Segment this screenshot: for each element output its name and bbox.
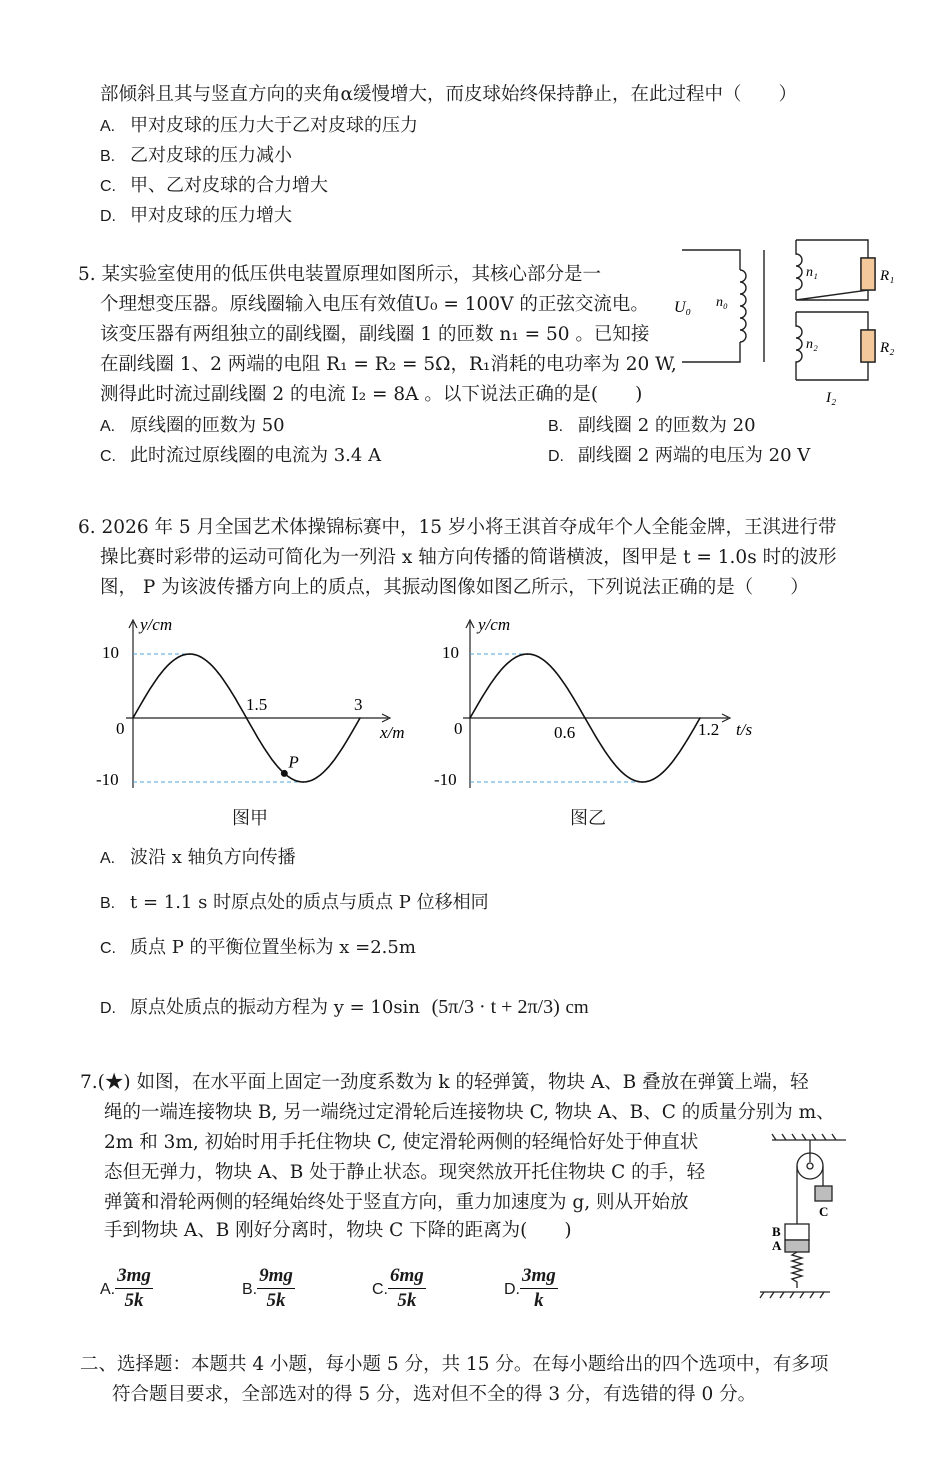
label-r2: R₂ xyxy=(880,340,895,356)
q7-line-2: 绳的一端连接物块 B, 另一端绕过定滑轮后连接物块 C, 物块 A、B、C 的质量分别为 m、 xyxy=(104,1102,835,1123)
q5-line-4: 在副线圈 1、2 两端的电阻 R₁ = R₂ = 5Ω，R₁消耗的电功率为 20 W, xyxy=(100,354,677,375)
q6-option-a[interactable]: A. 波沿 x 轴负方向传播 xyxy=(100,847,296,868)
q7-line-1: 7.(★) 如图，在水平面上固定一劲度系数为 k 的轻弹簧，物块 A、B 叠放在弹簧上端，轻 xyxy=(80,1072,809,1093)
y-tick-0: 0 xyxy=(116,719,125,738)
q5-option-d[interactable]: D. 副线圈 2 两端的电压为 20 V xyxy=(548,445,811,466)
label-a: A xyxy=(772,1238,782,1253)
data-point xyxy=(359,717,361,719)
axes xyxy=(463,620,730,788)
q4-option-b[interactable]: B. 乙对皮球的压力减小 xyxy=(100,145,292,166)
section2-line-2: 符合题目要求，全部选对的得 5 分，选对但不全的得 3 分，有选错的得 0 分。 xyxy=(112,1384,757,1405)
x-tick-1-5: 1.5 xyxy=(246,695,268,714)
section2-line-1: 二、选择题：本题共 4 小题，每小题 5 分，共 15 分。在每小题给出的四个选项中，有多项 xyxy=(80,1354,829,1375)
y-tick-10: 10 xyxy=(442,643,459,662)
data-point xyxy=(527,653,529,655)
ylabel: y/cm xyxy=(140,615,173,634)
data-point xyxy=(217,672,219,674)
q4-option-d[interactable]: D. 甲对皮球的压力增大 xyxy=(100,205,292,226)
label-r1: R₁ xyxy=(880,268,895,284)
q6-line-3: 图， P 为该波传播方向上的质点，其振动图像如图乙所示，下列说法正确的是（ ） xyxy=(100,577,809,598)
q5-line-3: 该变压器有两组独立的副线圈，副线圈 1 的匝数 n₁ = 50 。已知接 xyxy=(100,324,650,345)
q4-stem-tail: 部倾斜且其与竖直方向的夹角α缓慢增大，而皮球始终保持静止，在此过程中（ ） xyxy=(100,84,797,105)
data-point xyxy=(132,717,134,719)
label-i2: I₂ xyxy=(826,390,837,406)
label-n0: n₀ xyxy=(716,295,728,310)
equation-expr: (5π/3 · t + 2π/3) xyxy=(431,996,560,1018)
q6-option-b[interactable]: B. t = 1.1 s 时原点处的质点与质点 P 位移相同 xyxy=(100,892,489,913)
x-tick-0-6: 0.6 xyxy=(554,723,576,742)
data-point xyxy=(161,672,163,674)
xlabel: t/s xyxy=(736,720,753,739)
data-point xyxy=(274,762,276,764)
q5-line-5: 测得此时流过副线圈 2 的电流 I₂ = 8A 。以下说法正确的是( ) xyxy=(100,384,643,405)
q5-line-1: 5. 某实验室使用的低压供电装置原理如图所示，其核心部分是一 xyxy=(78,264,602,285)
q5-option-a[interactable]: A. 原线圈的匝数为 50 xyxy=(100,415,285,436)
label-n2: n₂ xyxy=(806,337,818,352)
y-tick-neg10: -10 xyxy=(96,770,119,789)
data-point xyxy=(189,653,191,655)
data-point xyxy=(613,762,615,764)
wave-graph-jia xyxy=(88,608,428,838)
label-u0: U₀ xyxy=(674,299,692,316)
q7-line-3: 2m 和 3m, 初始时用手托住物块 C, 使定滑轮两侧的轻绳恰好处于伸直状 xyxy=(104,1132,699,1153)
q6-option-c[interactable]: C. 质点 P 的平衡位置坐标为 x =2.5m xyxy=(100,937,416,958)
q7-option-c[interactable]: C. $\frac{6mg}{5k}$ xyxy=(372,1265,424,1311)
q5-option-c[interactable]: C. 此时流过原线圈的电流为 3.4 A xyxy=(100,445,382,466)
q5-option-b[interactable]: B. 副线圈 2 的匝数为 20 xyxy=(548,415,756,436)
x-tick-1-2: 1.2 xyxy=(698,720,720,739)
q4-option-a[interactable]: A. 甲对皮球的压力大于乙对皮球的压力 xyxy=(100,115,418,136)
data-point xyxy=(498,672,500,674)
q6-option-d[interactable]: D. 原点处质点的振动方程为 y = 10sin (5π/3 · t + 2π/3) cm xyxy=(100,996,589,1018)
label-b: B xyxy=(772,1224,781,1239)
data-point xyxy=(246,717,248,719)
data-point xyxy=(331,762,333,764)
data-point xyxy=(642,781,644,783)
q7-option-a[interactable]: A. $\frac{3mg}{5k}$ xyxy=(100,1265,151,1311)
caption-jia: 图甲 xyxy=(232,808,268,829)
ylabel: y/cm xyxy=(478,615,511,634)
label-c: C xyxy=(819,1204,829,1219)
point-p-label: P xyxy=(288,752,299,772)
transformer-diagram xyxy=(668,232,908,412)
data-point xyxy=(699,717,701,719)
q4-option-c[interactable]: C. 甲、乙对皮球的合力增大 xyxy=(100,175,328,196)
q7-line-5: 弹簧和滑轮两侧的轻绳始终处于竖直方向，重力加速度为 g, 则从开始放 xyxy=(104,1192,689,1213)
x-tick-3: 3 xyxy=(354,695,363,714)
q7-line-4: 态但无弹力，物块 A、B 处于静止状态。现突然放开托住物块 C 的手，轻 xyxy=(104,1162,706,1183)
xlabel: x/m xyxy=(380,723,405,742)
data-point xyxy=(469,717,471,719)
data-point xyxy=(555,672,557,674)
data-point xyxy=(302,781,304,783)
caption-yi: 图乙 xyxy=(570,808,606,829)
y-tick-0: 0 xyxy=(454,719,463,738)
q7-option-b[interactable]: B. $\frac{9mg}{5k}$ xyxy=(242,1265,293,1311)
data-point xyxy=(670,762,672,764)
q6-line-2: 操比赛时彩带的运动可简化为一列沿 x 轴方向传播的简谐横波，图甲是 t = 1.0s 时的波形 xyxy=(100,547,837,568)
y-tick-neg10: -10 xyxy=(434,770,457,789)
q6-line-1: 6. 2026 年 5 月全国艺术体操锦标赛中，15 岁小将王淇首夺成年个人全能金牌，王淇进行带 xyxy=(78,517,837,538)
q5-line-2: 个理想变压器。原线圈输入电压有效值U₀ = 100V 的正弦交流电。 xyxy=(100,294,649,315)
q7-option-d[interactable]: D. $\frac{3mg}{k}$ xyxy=(504,1265,556,1311)
vibration-graph-yi xyxy=(428,608,768,838)
label-n1: n₁ xyxy=(806,265,818,280)
y-tick-10: 10 xyxy=(102,643,119,662)
data-point xyxy=(584,717,586,719)
q7-line-6: 手到物块 A、B 刚好分离时，物块 C 下降的距离为( ) xyxy=(104,1220,572,1241)
point-p xyxy=(281,770,288,777)
pulley-diagram xyxy=(752,1132,852,1307)
